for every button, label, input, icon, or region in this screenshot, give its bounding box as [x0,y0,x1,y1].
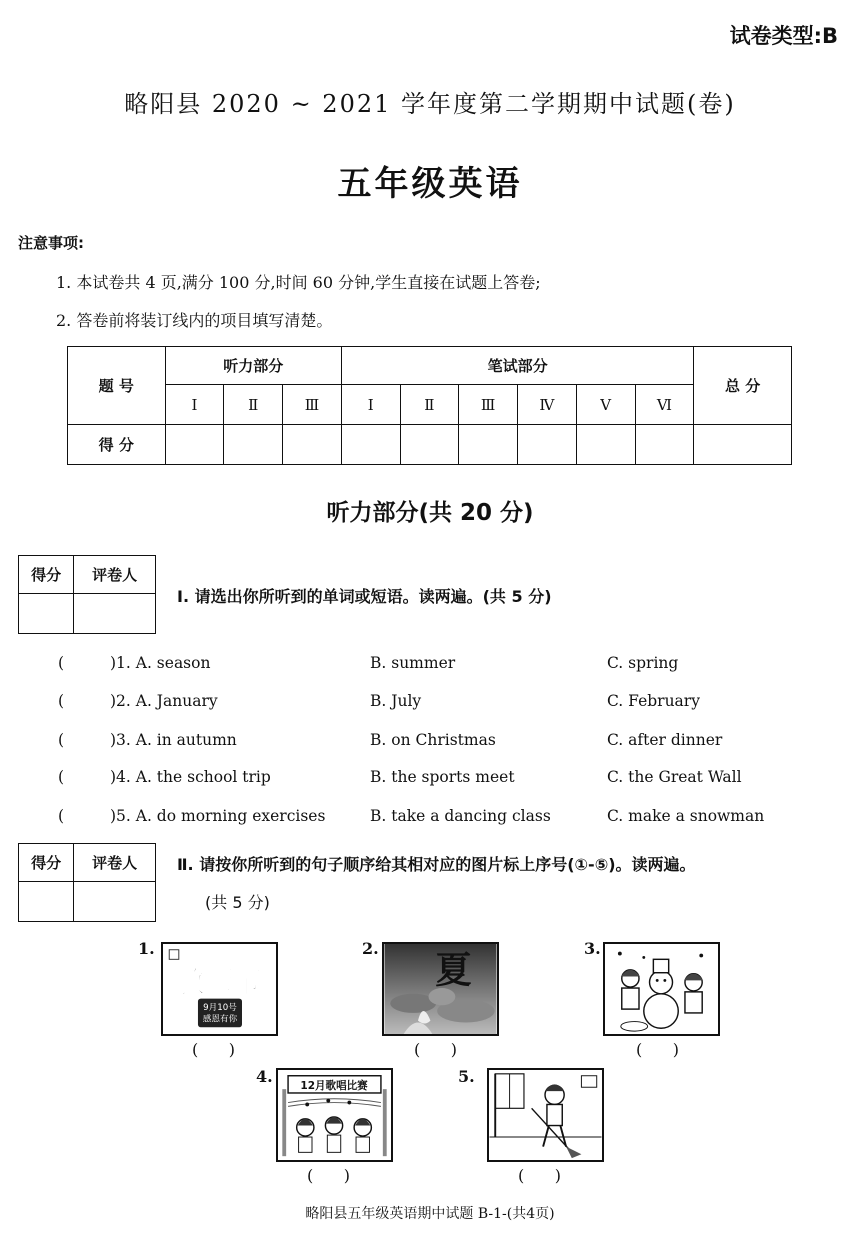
section1-title: Ⅰ. 请选出你所听到的单词或短语。读两遍。(共 5 分) [177,587,552,606]
notice-title: 注意事项: [18,234,84,252]
question-row [0,768,860,790]
picture-label: 1. [138,939,155,958]
notice-item: 1. 本试卷共 4 页,满分 100 分,时间 60 分钟,学生直接在试题上答卷; [56,273,541,292]
answer-paren[interactable]: ( [58,654,65,672]
listening-group-header: 听力部分 [165,347,341,385]
writing-group-header: 笔试部分 [341,347,694,385]
answer-paren[interactable]: ( [58,768,65,786]
answer-paren[interactable]: ( [58,731,65,749]
total-header: 总 分 [694,347,792,425]
option-c: C. the Great Wall [607,768,742,786]
question-row [0,654,860,676]
picture-text: 夏 [435,948,472,992]
answer-paren[interactable]: ( [58,807,65,825]
picture-answer-paren[interactable]: ( ) [518,1166,561,1185]
question-row [0,692,860,714]
writing-col: Ⅰ [341,385,400,425]
option-b: B. summer [370,654,456,672]
grader-name-label: 评卷人 [74,556,156,594]
question-row [0,807,860,829]
section2-title: Ⅱ. 请按你所听到的句子顺序给其相对应的图片标上序号(①-⑤)。读两遍。 [177,855,696,874]
question-row [0,731,860,753]
listening-col: Ⅲ [283,385,342,425]
snowman-picture [603,942,720,1036]
picture-label: 3. [584,939,601,958]
question-number-header: 题 号 [68,347,166,425]
option-b: B. the sports meet [370,768,515,786]
grader-score-label: 得分 [19,844,74,882]
grader-score-label: 得分 [19,556,74,594]
singing-contest-icon [278,1070,391,1160]
writing-col: Ⅲ [459,385,518,425]
listening-col: Ⅱ [224,385,283,425]
option-c: C. after dinner [607,731,723,749]
score-cell[interactable] [341,425,400,465]
grader-name-label: 评卷人 [74,844,156,882]
picture-text: 9月10号 [203,1003,237,1014]
summer-lotus-icon [384,944,497,1034]
option-c: C. spring [607,654,679,672]
answer-paren[interactable]: ( [58,692,65,710]
picture-answer-paren[interactable]: ( ) [192,1040,235,1059]
listening-section-title: 听力部分(共 20 分) [326,500,534,526]
teachers-day-icon [163,944,276,1034]
subject-title: 五年级英语 [337,164,523,204]
option-a: )3. A. in autumn [110,731,237,749]
grader-name-cell[interactable] [74,594,156,634]
paper-type-label: 试卷类型:B [729,24,838,48]
picture-answer-paren[interactable]: ( ) [307,1166,350,1185]
option-b: B. take a dancing class [370,807,551,825]
option-c: C. make a snowman [607,807,765,825]
picture-label: 2. [362,939,379,958]
listening-col: Ⅰ [165,385,224,425]
boy-sweeping-icon [489,1070,602,1160]
notice-item: 2. 答卷前将装订线内的项目填写清楚。 [56,311,333,330]
picture-text: 教师节 [175,964,263,999]
score-cell[interactable] [400,425,459,465]
snowman-icon [605,944,718,1034]
option-a: )1. A. season [110,654,211,672]
summer-picture [382,942,499,1036]
score-cell[interactable] [576,425,635,465]
picture-text: 感恩有你 [202,1014,238,1025]
score-cell[interactable] [283,425,342,465]
total-score-cell[interactable] [694,425,792,465]
grader-box [18,555,156,634]
picture-label: 5. [458,1067,475,1086]
writing-col: Ⅱ [400,385,459,425]
section2-subtitle: (共 5 分) [205,893,270,912]
option-a: )2. A. January [110,692,218,710]
option-b: B. July [370,692,422,710]
option-c: C. February [607,692,700,710]
option-a: )5. A. do morning exercises [110,807,326,825]
grader-score-cell[interactable] [19,594,74,634]
picture-answer-paren[interactable]: ( ) [636,1040,679,1059]
grader-box [18,843,156,922]
writing-col: Ⅴ [576,385,635,425]
picture-label: 4. [256,1067,273,1086]
score-row-header: 得 分 [68,425,166,465]
teachers-day-picture [161,942,278,1036]
writing-col: Ⅵ [635,385,694,425]
singing-contest-picture [276,1068,393,1162]
score-cell[interactable] [165,425,224,465]
score-cell[interactable] [459,425,518,465]
option-b: B. on Christmas [370,731,496,749]
writing-col: Ⅳ [518,385,577,425]
sweeping-picture [487,1068,604,1162]
score-table [67,346,792,465]
picture-text: 12月歌唱比赛 [300,1080,368,1093]
score-cell[interactable] [635,425,694,465]
option-a: )4. A. the school trip [110,768,271,786]
score-cell[interactable] [224,425,283,465]
page-footer: 略阳县五年级英语期中试题 B-1-(共4页) [305,1206,555,1222]
grader-score-cell[interactable] [19,882,74,922]
picture-answer-paren[interactable]: ( ) [414,1040,457,1059]
grader-name-cell[interactable] [74,882,156,922]
exam-title: 略阳县 2020 ~ 2021 学年度第二学期期中试题(卷) [124,90,736,118]
score-cell[interactable] [518,425,577,465]
